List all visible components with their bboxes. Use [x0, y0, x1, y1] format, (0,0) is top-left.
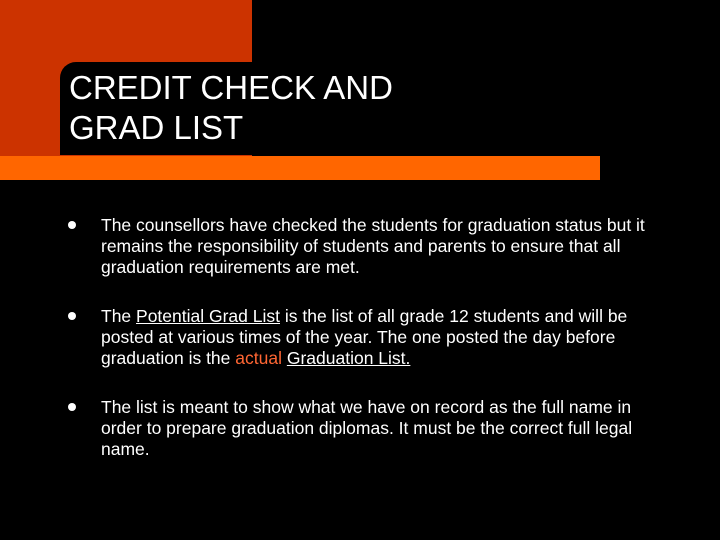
bullet-item-legal-name: [68, 397, 668, 460]
bullet-dot-icon: [68, 403, 76, 411]
potential-grad-list-link[interactable]: Potential Grad List: [136, 306, 280, 326]
bullet-list: [68, 215, 668, 488]
bullet-dot-icon: [68, 312, 76, 320]
bullet-item-counsellors: [68, 215, 668, 278]
actual-emphasis: actual: [235, 348, 282, 368]
slide-title: CREDIT CHECK AND GRAD LIST: [69, 69, 393, 146]
bullet-text-part2: is the list of all grade 12 students and will be posted at various times of the year. The one posted the day before graduation is the: [101, 306, 628, 368]
title-underline-bar: [0, 156, 600, 180]
bullet-text: The list is meant to show what we have on record as the full name in order to prepare graduation diplomas. It must be the correct full legal name.: [101, 397, 633, 459]
bullet-text-part1: The: [101, 306, 137, 326]
bullet-text: The counsellors have checked the students for graduation status but it remains the responsibility of students and parents to ensure that all graduation requirements are met.: [101, 215, 645, 277]
bullet-item-potential-grad-list: [68, 306, 668, 369]
bullet-dot-icon: [68, 221, 76, 229]
left-black-strip: [0, 180, 60, 540]
graduation-list-link[interactable]: Graduation List.: [286, 348, 411, 368]
